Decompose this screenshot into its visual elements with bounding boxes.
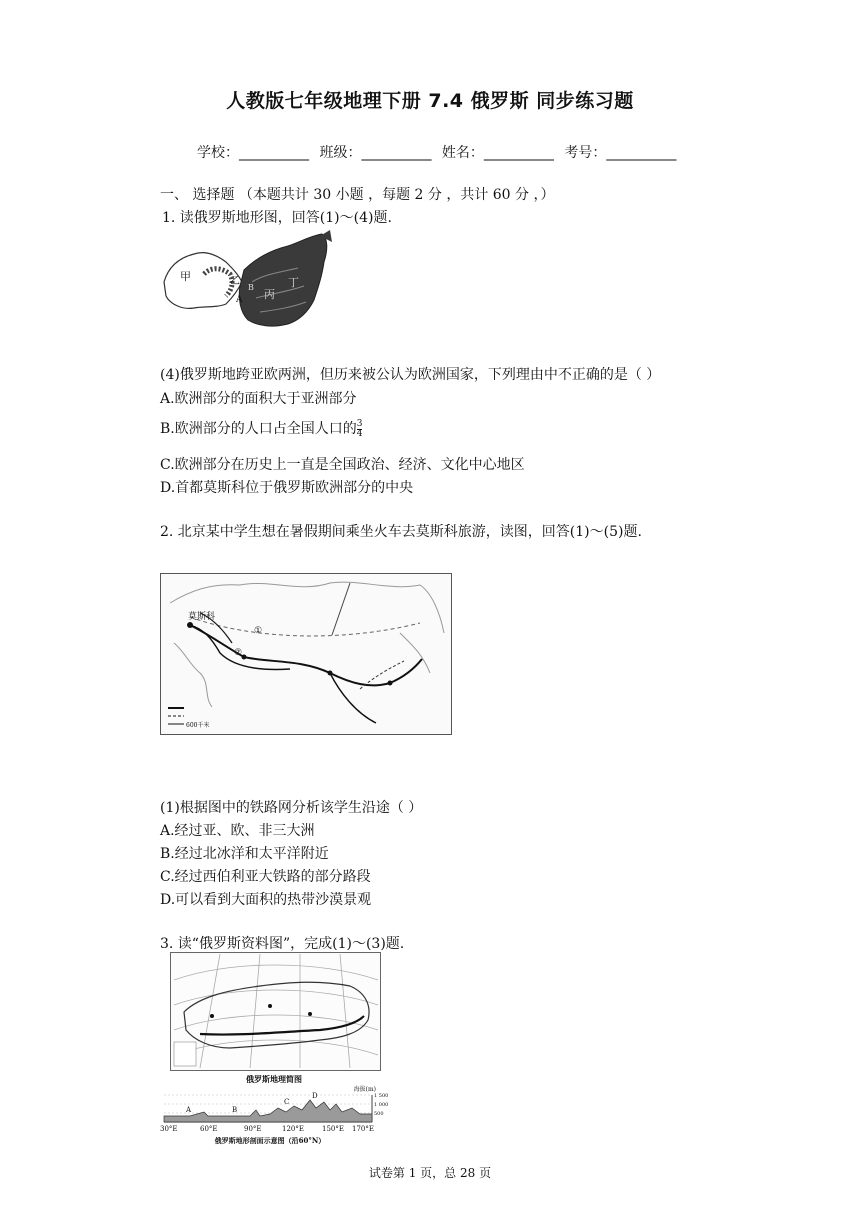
map-label-moscow: 莫斯科 bbox=[188, 612, 216, 622]
q2-option-c: C.经过西伯利亚大铁路的部分路段 bbox=[160, 869, 371, 885]
q1-option-b-text: B.欧洲部分的人口占全国人口的 bbox=[160, 421, 357, 437]
lon-tick-60: 60°E bbox=[200, 1125, 218, 1133]
map-label-bing: 丙 bbox=[264, 288, 275, 301]
elevation-axis-label: 海拔(m) bbox=[353, 1086, 376, 1093]
lon-tick-30: 30°E bbox=[160, 1125, 178, 1133]
q2-option-b: B.经过北冰洋和太平洋附近 bbox=[160, 846, 329, 862]
map-label-yi: 乙 bbox=[230, 276, 240, 287]
student-info-line bbox=[197, 142, 682, 162]
profile-letter-c: C bbox=[284, 1098, 290, 1106]
name-field: 姓名：__________ bbox=[441, 145, 554, 161]
map-label-ding: 丁 bbox=[288, 276, 299, 289]
elev-tick-500: 500 bbox=[374, 1111, 384, 1117]
question-1-stem: 1. 读俄罗斯地形图，回答(1)～(4)题. bbox=[162, 210, 392, 226]
fraction-denominator: 4 bbox=[356, 428, 363, 439]
map-caption: 俄罗斯地理简图 bbox=[246, 1074, 302, 1084]
class-field: 班级：__________ bbox=[319, 145, 432, 161]
q1-option-c: C.欧洲部分在历史上一直是全国政治、经济、文化中心地区 bbox=[160, 457, 525, 473]
lon-tick-90: 90°E bbox=[244, 1125, 262, 1133]
q1-option-a: A.欧洲部分的面积大于亚洲部分 bbox=[160, 391, 357, 407]
lon-tick-150: 150°E bbox=[322, 1125, 344, 1133]
q2-option-a: A.经过亚、欧、非三大洲 bbox=[160, 823, 315, 839]
page-title: 人教版七年级地理下册 7.4 俄罗斯 同步练习题 bbox=[226, 90, 634, 112]
section-heading: 一、 选择题 （本题共计 30 小题 ，每题 2 分 ，共计 60 分 ，） bbox=[160, 187, 555, 203]
question-2-sub-1: (1)根据图中的铁路网分析该学生沿途（ ） bbox=[160, 800, 423, 816]
railway-map bbox=[160, 573, 452, 735]
fraction-numerator: 3 bbox=[356, 418, 363, 429]
profile-letter-a: A bbox=[186, 1106, 192, 1114]
map-label-b: B bbox=[248, 283, 254, 292]
map-label-a: A bbox=[236, 295, 243, 305]
question-3-stem: 3. 读“俄罗斯资料图”，完成(1)～(3)题. bbox=[160, 936, 405, 952]
page-footer: 试卷第 1 页，总 28 页 bbox=[368, 1166, 492, 1180]
profile-letter-d: D bbox=[312, 1092, 318, 1100]
q1-option-b bbox=[160, 418, 362, 439]
russia-data-figure bbox=[160, 950, 389, 1148]
elev-tick-1500: 1 500 bbox=[374, 1093, 389, 1099]
lon-tick-170: 170°E bbox=[352, 1125, 374, 1133]
map-label-circle-2: ② bbox=[234, 648, 243, 658]
scale-label: 600千米 bbox=[186, 722, 210, 729]
q1-option-d: D.首都莫斯科位于俄罗斯欧洲部分的中央 bbox=[160, 480, 414, 496]
question-1-sub-4: (4)俄罗斯地跨亚欧两洲，但历来被公认为欧洲国家，下列理由中不正确的是（ ） bbox=[160, 367, 661, 383]
profile-caption: 俄罗斯地形剖面示意图（沿60°N） bbox=[214, 1136, 326, 1145]
map-label-jia: 甲 bbox=[180, 270, 191, 283]
elev-tick-1000: 1 000 bbox=[374, 1102, 389, 1108]
lon-tick-120: 120°E bbox=[282, 1125, 304, 1133]
fraction-three-quarters bbox=[357, 420, 363, 439]
q2-option-d: D.可以看到大面积的热带沙漠景观 bbox=[160, 892, 372, 908]
school-field: 学校：__________ bbox=[197, 145, 309, 161]
question-2-stem: 2. 北京某中学生想在暑假期间乘坐火车去莫斯科旅游，读图，回答(1)～(5)题. bbox=[160, 524, 642, 540]
profile-letter-b: B bbox=[232, 1106, 238, 1114]
map-label-circle-1: ① bbox=[254, 626, 263, 636]
exam-number-field: 考号：__________ bbox=[564, 145, 677, 161]
russia-terrain-map bbox=[160, 228, 336, 332]
